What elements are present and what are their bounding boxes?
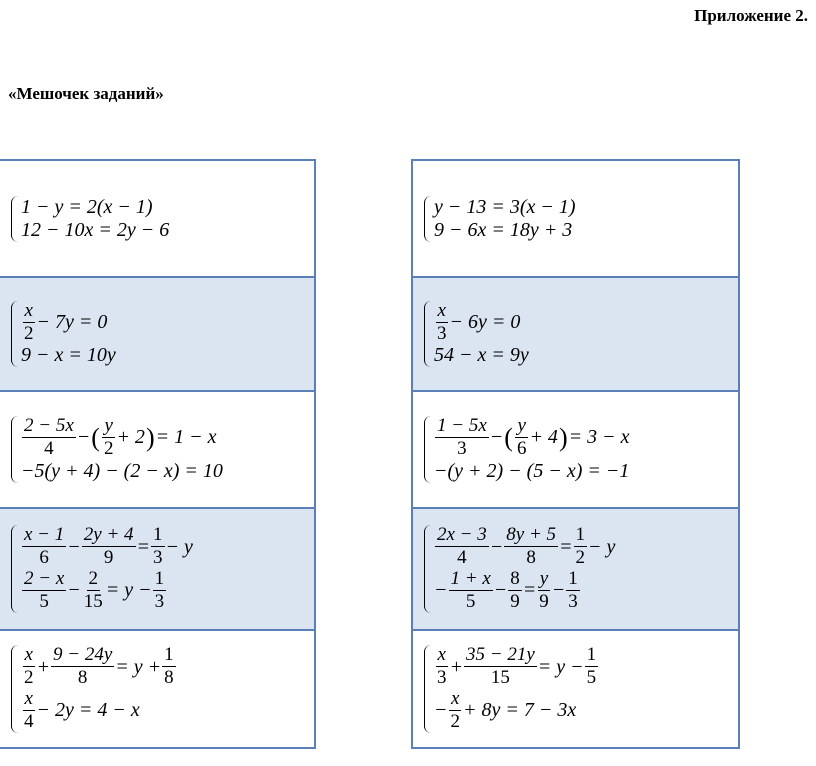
table-row xyxy=(0,160,315,277)
table-row xyxy=(412,508,739,630)
equation: y − 13 = 3(x − 1) xyxy=(434,195,576,218)
equation: −(y + 2) − (5 − x) = −1 xyxy=(434,459,630,482)
equation: 9 − x = 10y xyxy=(21,344,116,367)
task-cell xyxy=(0,508,315,630)
task-cell xyxy=(412,160,739,277)
task-cell xyxy=(412,391,739,508)
table-row xyxy=(0,630,315,748)
table-row xyxy=(412,160,739,277)
right-task-table xyxy=(411,159,740,749)
table-row xyxy=(0,391,315,508)
equation: 12 − 10x = 2y − 6 xyxy=(21,218,170,241)
equation: $\frac{1 - 5x}{3}$ − ( $\frac{y}{6}$ + 4 ) = 3 − x xyxy=(437,415,630,460)
equation: 1 − y = 2(x − 1) xyxy=(21,195,153,218)
table-row xyxy=(412,391,739,508)
appendix-label: Приложение 2. xyxy=(694,6,808,25)
equation: $\frac{2 - 5x}{4}$ − ( $\frac{y}{2}$ + 2 ) = 1 − x xyxy=(24,415,217,460)
equation: $\frac{x}{3}$ − 6y = 0 xyxy=(437,299,521,344)
equation: $\frac{x}{2}$ − 7y = 0 xyxy=(24,299,108,344)
equation: − $\frac{1 + x}{5}$ − $\frac{8}{9}$ = $\frac{y}{9}$ − $\frac{1}{3}$ xyxy=(434,568,578,612)
task-cell xyxy=(0,277,315,391)
table-row xyxy=(412,630,739,748)
equation: $\frac{2x - 3}{4}$ − $\frac{8y + 5}{8}$ = $\frac{1}{2}$ − y xyxy=(437,524,616,569)
table-row xyxy=(0,277,315,391)
equation: $\frac{x}{4}$ − 2y = 4 − x xyxy=(24,688,140,732)
table-row xyxy=(412,277,739,391)
page-title: «Мешочек заданий» xyxy=(8,84,164,103)
equation: $\frac{x}{2}$ + $\frac{9 - 24y}{8}$ = y + $\frac{1}{8}$ xyxy=(24,644,174,689)
equation: − $\frac{x}{2}$ + 8y = 7 − 3x xyxy=(434,688,577,732)
equation: 54 − x = 9y xyxy=(434,344,529,367)
equation: −5(y + 4) − (2 − x) = 10 xyxy=(21,459,223,482)
task-cell xyxy=(412,277,739,391)
equation: $\frac{x - 1}{6}$ − $\frac{2y + 4}{9}$ = $\frac{1}{3}$ − y xyxy=(24,524,193,569)
task-cell xyxy=(412,508,739,630)
left-task-table xyxy=(0,159,316,749)
task-cell xyxy=(0,391,315,508)
equation: $\frac{x}{3}$ + $\frac{35 - 21y}{15}$ = y − $\frac{1}{5}$ xyxy=(437,644,597,689)
task-cell xyxy=(0,160,315,277)
equation: 9 − 6x = 18y + 3 xyxy=(434,218,573,241)
task-cell xyxy=(0,630,315,748)
equation: $\frac{2 - x}{5}$ − $\frac{2}{15}$ = y − $\frac{1}{3}$ xyxy=(24,568,165,612)
task-cell xyxy=(412,630,739,748)
table-row xyxy=(0,508,315,630)
